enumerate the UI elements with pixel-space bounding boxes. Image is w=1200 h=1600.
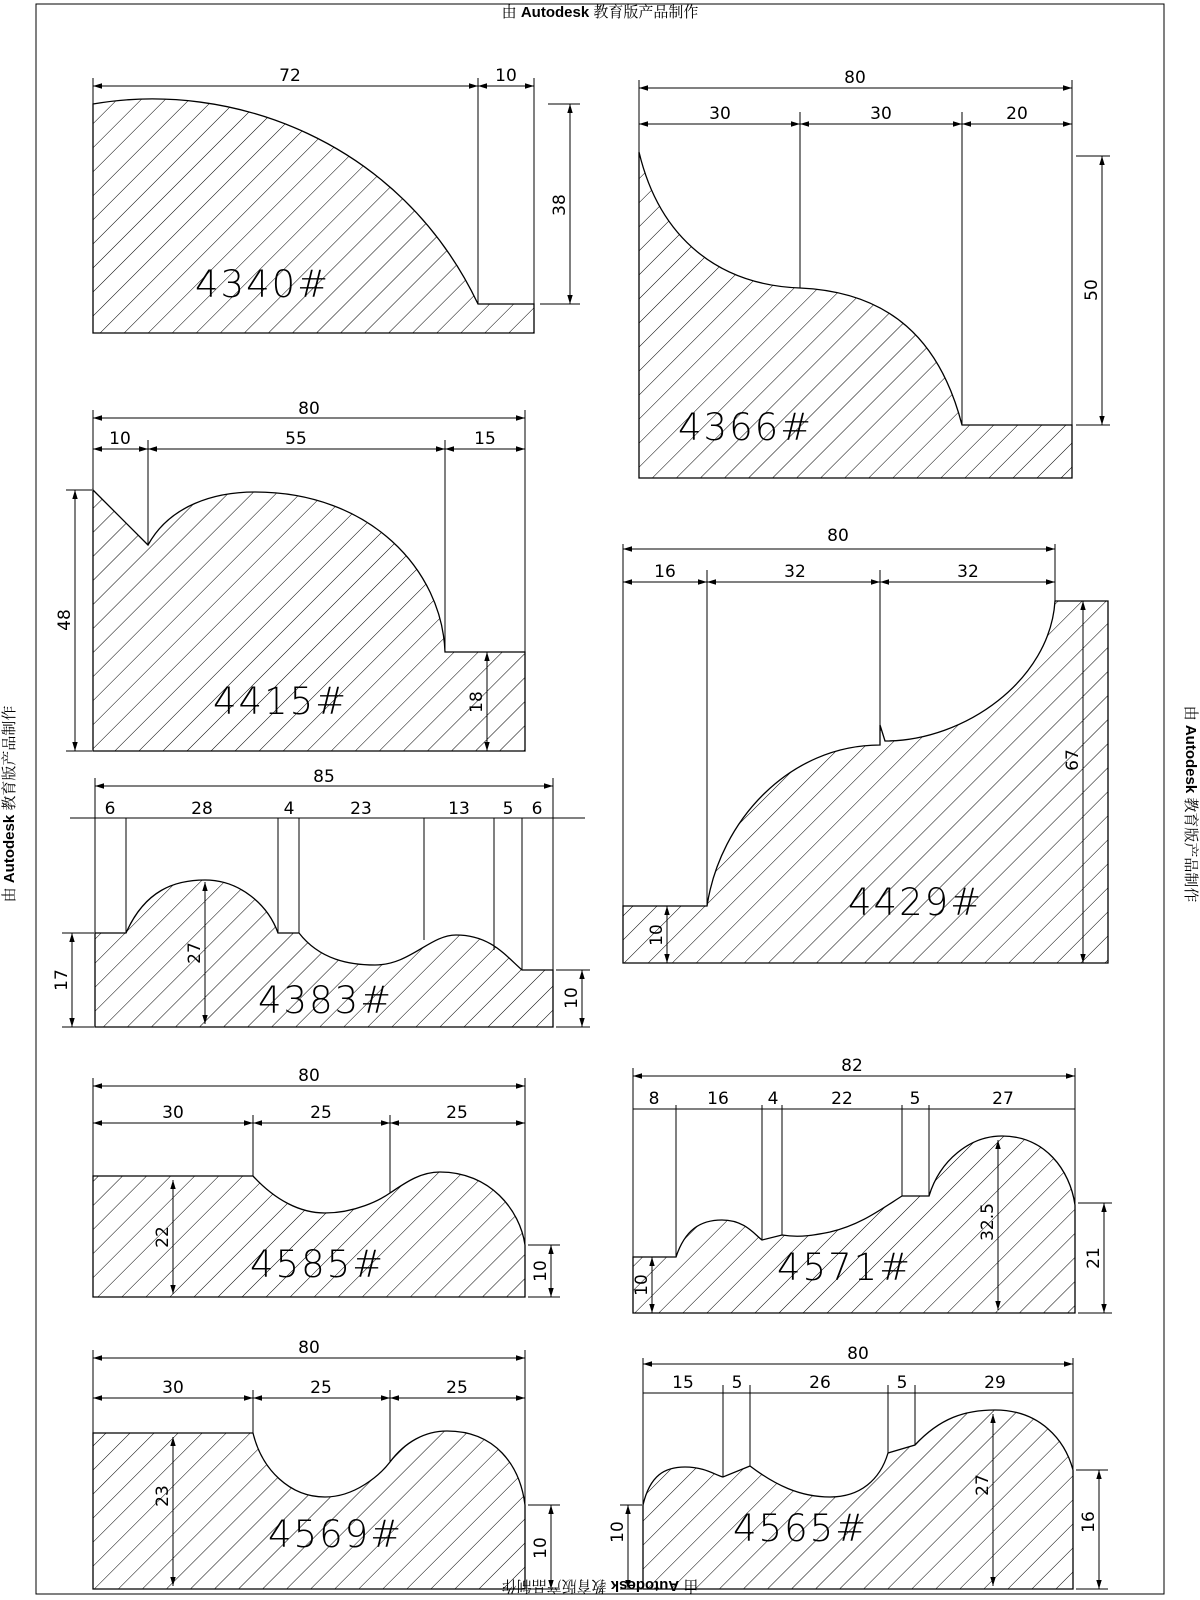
dim-4383-seg6: 5 — [502, 799, 514, 819]
watermark-suffix: 教育版产品制作 — [593, 4, 699, 21]
dim-4383-height: 27 — [185, 942, 205, 964]
watermark-prefix: 由 — [501, 4, 517, 21]
profile-4383 — [52, 767, 590, 1027]
dim-4383-seg3: 4 — [283, 799, 295, 819]
profile-4569-section — [93, 1431, 525, 1589]
dim-4571-width: 82 — [841, 1056, 863, 1076]
dim-4383-seg7: 6 — [531, 799, 543, 819]
dim-4366-height: 50 — [1082, 279, 1102, 301]
profile-4340-label: 4340# — [195, 263, 331, 306]
dim-4415-step: 18 — [467, 691, 487, 713]
dim-4569-seg1: 30 — [162, 1378, 184, 1398]
dim-4429-seg2: 32 — [784, 562, 806, 582]
dim-4383-seg2: 28 — [191, 799, 213, 819]
dim-4565-left-height: 10 — [608, 1521, 628, 1543]
dim-4429-seg3: 32 — [957, 562, 979, 582]
dim-4383-right-height: 10 — [562, 987, 582, 1009]
dim-4569-width: 80 — [298, 1338, 320, 1358]
dim-4571-seg4: 22 — [831, 1089, 853, 1109]
dim-4565-height: 27 — [973, 1474, 993, 1496]
dim-4571-seg3: 4 — [767, 1089, 779, 1109]
dim-4383-seg1: 6 — [104, 799, 116, 819]
watermark-bottom — [0, 1576, 1200, 1594]
dim-4415-seg3: 15 — [474, 429, 496, 449]
profile-4415 — [55, 399, 525, 751]
dim-4415-seg1: 10 — [109, 429, 131, 449]
dim-4383-width: 85 — [313, 767, 335, 787]
watermark-brand: Autodesk — [1182, 724, 1199, 794]
dim-4383-seg5: 13 — [448, 799, 470, 819]
dim-4366-seg1: 30 — [709, 104, 731, 124]
dim-4340-step: 10 — [495, 66, 517, 86]
dim-4571-height: 32.5 — [978, 1203, 998, 1241]
profile-4571-label: 4571# — [777, 1246, 913, 1289]
dim-4571-seg5: 5 — [909, 1089, 921, 1109]
profile-4340 — [93, 66, 580, 333]
dim-4565-seg2: 5 — [731, 1373, 743, 1393]
watermark-suffix: 教育版产品制作 — [1, 705, 18, 811]
dim-4585-seg1: 30 — [162, 1103, 184, 1123]
profile-4366-label: 4366# — [678, 406, 814, 449]
dim-4565-seg3: 26 — [809, 1373, 831, 1393]
dim-4383-left-height: 17 — [52, 969, 72, 991]
profile-4585 — [93, 1066, 560, 1297]
dim-4585-width: 80 — [298, 1066, 320, 1086]
dim-4366-width: 80 — [844, 68, 866, 88]
watermark-top — [0, 4, 1200, 22]
profile-4565 — [608, 1344, 1108, 1589]
dim-4415-height: 48 — [55, 609, 75, 631]
dim-4571-seg1: 8 — [648, 1089, 660, 1109]
profile-4429-label: 4429# — [848, 881, 984, 924]
dim-4565-seg1: 15 — [672, 1373, 694, 1393]
dim-4585-height: 22 — [153, 1226, 173, 1248]
dim-4340-width: 72 — [279, 66, 301, 86]
profile-4383-label: 4383# — [258, 979, 394, 1022]
watermark-suffix: 教育版产品制作 — [501, 1577, 607, 1594]
dim-4429-step: 10 — [647, 924, 667, 946]
dim-4340-height: 38 — [550, 194, 570, 216]
watermark-prefix: 由 — [683, 1577, 699, 1594]
dim-4571-right-height: 21 — [1084, 1247, 1104, 1269]
dim-4565-seg4: 5 — [896, 1373, 908, 1393]
watermark-left — [1, 689, 19, 919]
profile-4571 — [632, 1056, 1112, 1313]
dim-4585-seg2: 25 — [310, 1103, 332, 1123]
dim-4585-seg3: 25 — [446, 1103, 468, 1123]
profile-4366 — [639, 68, 1110, 478]
dim-4569-step: 10 — [531, 1537, 551, 1559]
profile-4569-label: 4569# — [268, 1513, 404, 1556]
watermark-suffix: 教育版产品制作 — [1182, 797, 1199, 903]
watermark-brand: Autodesk — [1, 814, 18, 884]
dim-4415-seg2: 55 — [285, 429, 307, 449]
profile-4565-section — [643, 1410, 1073, 1589]
dim-4565-width: 80 — [847, 1344, 869, 1364]
dim-4571-left-height: 10 — [632, 1274, 652, 1296]
dim-4429-width: 80 — [827, 526, 849, 546]
dim-4415-width: 80 — [298, 399, 320, 419]
profile-4429 — [623, 526, 1108, 963]
dim-4569-seg2: 25 — [310, 1378, 332, 1398]
dim-4429-height: 67 — [1063, 749, 1083, 771]
watermark-prefix: 由 — [1, 887, 18, 903]
profile-4585-label: 4585# — [250, 1243, 386, 1286]
dim-4366-seg2: 30 — [870, 104, 892, 124]
profile-4415-label: 4415# — [213, 680, 349, 723]
watermark-right — [1181, 689, 1199, 919]
dim-4565-seg5: 29 — [984, 1373, 1006, 1393]
watermark-brand: Autodesk — [520, 4, 590, 21]
watermark-prefix: 由 — [1182, 705, 1199, 721]
dim-4571-seg2: 16 — [707, 1089, 729, 1109]
dim-4569-height: 23 — [153, 1485, 173, 1507]
dim-4565-right-height: 16 — [1079, 1511, 1099, 1533]
dim-4571-seg6: 27 — [992, 1089, 1014, 1109]
profile-4569 — [93, 1338, 560, 1589]
dim-4569-seg3: 25 — [446, 1378, 468, 1398]
dim-4383-seg4: 23 — [350, 799, 372, 819]
dim-4366-seg3: 20 — [1006, 104, 1028, 124]
profile-4565-label: 4565# — [733, 1507, 869, 1550]
dim-4585-step: 10 — [531, 1260, 551, 1282]
watermark-brand: Autodesk — [610, 1577, 680, 1594]
dim-4429-seg1: 16 — [654, 562, 676, 582]
